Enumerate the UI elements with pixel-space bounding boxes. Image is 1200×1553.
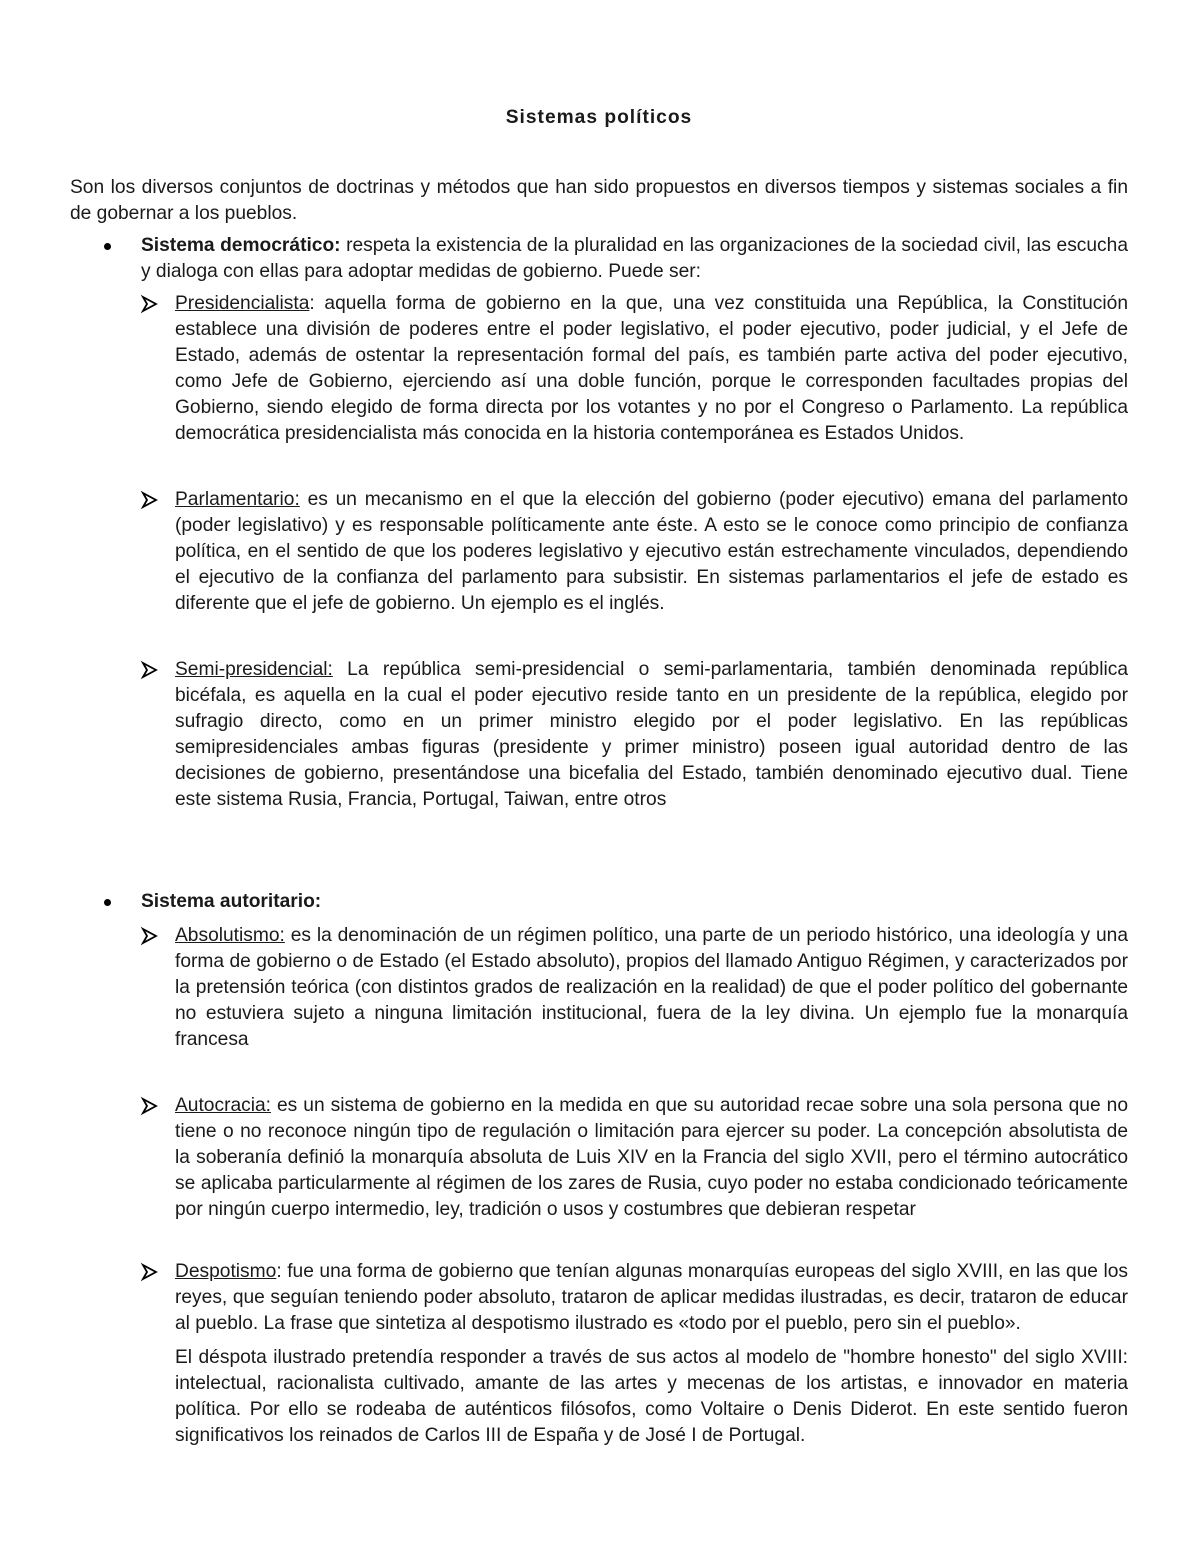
sub-item-term: Presidencialista — [175, 293, 310, 314]
sub-item-parlamentario — [70, 487, 1128, 617]
arrowhead-bullet-icon — [140, 657, 160, 683]
bullet-democratico — [70, 233, 1128, 285]
sub-item-text: es un sistema de gobierno en la medida en que su autoridad recae sobre una sola persona que no tiene o no reconoce ningún tipo de regulación o limitación para ejercer su poder. La concepción absolutista de la soberanía definió la monarquía absoluta de Luis XIV en la Francia del siglo XVII, pero el término autocrático se aplicaba particularmente al régimen de los zares de Rusia, cuyo poder no estaba condicionado teóricamente por ningún cuerpo intermedio, ley, tradición o usos y costumbres que debieran respetar — [175, 1095, 1128, 1220]
sub-item-term: Absolutismo: — [175, 925, 285, 946]
bullet-heading: Sistema autoritario: — [141, 891, 322, 912]
sub-item-text: es la denominación de un régimen político, una parte de un periodo histórico, una ideología y una forma de gobierno o de Estado (el Estado absoluto), propios del llamado Antiguo Régimen, y caracterizados por la pretensión teórica (con distintos grados de realización en la realidad) de que el poder político del gobernante no estuviera sujeto a ninguna limitación institucional, fuera de la ley divina. Un ejemplo fue la monarquía francesa — [175, 925, 1128, 1050]
despotismo-continuation: El déspota ilustrado pretendía responder a través de sus actos al modelo de "hombre honesto" del siglo XVIII: intelectual, racionalista cultivado, amante de las artes y mecenas de los artistas, e innovador en materia política. Por ello se rodeaba de auténticos filósofos, como Voltaire o Denis Diderot. En este sentido fueron significativos los reinados de Carlos III de España y de José I de Portugal. — [175, 1347, 1128, 1446]
sub-item-term: Despotismo — [175, 1261, 277, 1282]
arrowhead-bullet-icon — [140, 291, 160, 317]
sub-item-term: Semi-presidencial: — [175, 659, 333, 680]
sub-item-autocracia — [70, 1093, 1128, 1223]
bullet-dot-icon — [104, 243, 111, 250]
arrowhead-bullet-icon — [140, 923, 160, 949]
arrowhead-bullet-icon — [140, 487, 160, 513]
arrowhead-bullet-icon — [140, 1259, 160, 1285]
sub-item-text: : fue una forma de gobierno que tenían algunas monarquías europeas del siglo XVIII, en las que los reyes, que seguían teniendo poder absoluto, trataron de aplicar medidas ilustradas, es decir, trataron de educar al pueblo. La frase que sintetiza al despotismo ilustrado es «todo por el pueblo, pero sin el pueblo». — [175, 1261, 1128, 1334]
sub-item-despotismo — [70, 1259, 1128, 1337]
sub-item-text: es un mecanismo en el que la elección del gobierno (poder ejecutivo) emana del parlamento (poder legislativo) y es responsable políticamente ante éste. A esto se le conoce como principio de confianza política, en el sentido de que los poderes legislativo y ejecutivo están estrechamente vinculados, dependiendo el ejecutivo de la confianza del parlamento para subsistir. En sistemas parlamentarios el jefe de estado es diferente que el jefe de gobierno. Un ejemplo es el inglés. — [175, 489, 1128, 614]
intro-paragraph: Son los diversos conjuntos de doctrinas y métodos que han sido propuestos en diversos tiempos y sistemas sociales a fin de gobernar a los pueblos. — [70, 177, 1128, 224]
sub-item-text: La república semi-presidencial o semi-parlamentaria, también denominada república bicéfala, es aquella en la cual el poder ejecutivo reside tanto en un presidente de la república, elegido por sufragio directo, como en un primer ministro elegido por el poder legislativo. En las repúblicas semipresidenciales ambas figuras (presidente y primer ministro) poseen igual autoridad dentro de las decisiones de gobierno, presentándose una bicefalia del Estado, también denominado ejecutivo dual. Tiene este sistema Rusia, Francia, Portugal, Taiwan, entre otros — [175, 659, 1128, 810]
bullet-dot-icon — [104, 899, 111, 906]
sub-item-term: Autocracia: — [175, 1095, 271, 1116]
sub-item-absolutismo — [70, 923, 1128, 1053]
bullet-autoritario — [70, 889, 1128, 915]
sub-item-semi-presidencial — [70, 657, 1128, 813]
sub-item-term: Parlamentario: — [175, 489, 300, 510]
arrowhead-bullet-icon — [140, 1093, 160, 1119]
sub-item-presidencialista — [70, 291, 1128, 447]
sub-item-text: : aquella forma de gobierno en la que, una vez constituida una República, la Constitución establece una división de poderes entre el poder legislativo, el poder ejecutivo, poder judicial, y el Jefe de Estado, además de ostentar la representación formal del país, es también parte activa del poder ejecutivo, como Jefe de Gobierno, ejerciendo así una doble función, porque le corresponden facultades propias del Gobierno, siendo elegido de forma directa por los votantes y no por el Congreso o Parlamento. La república democrática presidencialista más conocida en la historia contemporánea es Estados Unidos. — [175, 293, 1128, 444]
bullet-heading: Sistema democrático: — [141, 235, 341, 256]
bullet-text: respeta la existencia de la pluralidad en las organizaciones de la sociedad civil, las escucha y dialoga con ellas para adoptar medidas de gobierno. Puede ser: — [141, 235, 1128, 282]
page-title: Sistemas políticos — [505, 107, 693, 128]
